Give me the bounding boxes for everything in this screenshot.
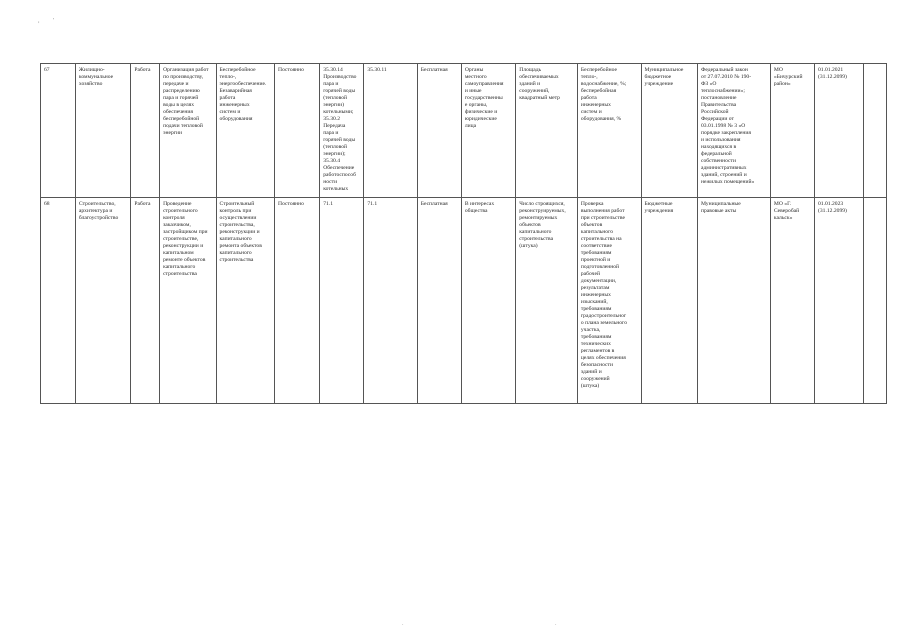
cell-okved2: 71.1 [364, 198, 417, 404]
cell-sphere: Строительство, архитектура и благоустройство [75, 198, 130, 404]
cell-institution-type: Муниципальное бюджетное учреждение [641, 64, 697, 198]
cell-okved: 71.1 [320, 198, 364, 404]
cell-volume-indicator: Площадь обеспечиваемых зданий и сооружений, квадратный метр [516, 64, 578, 198]
cell-payment: Бесплатная [417, 198, 461, 404]
scan-mark: . [402, 621, 404, 627]
scan-marks-top [38, 18, 66, 24]
cell-extra [864, 64, 887, 198]
scan-mark: , [38, 18, 40, 24]
cell-consumers: В интересах общества [461, 198, 515, 404]
scan-mark: ' [53, 18, 55, 24]
cell-content: Бесперебойное тепло-, энергообеспечение. Безаварийная работа инженерных систем и оборудования [216, 64, 275, 198]
scan-mark: . [555, 621, 557, 627]
cell-number: 67 [41, 64, 76, 198]
cell-content: Строительный контроль при осуществлении строительства, реконструкции и капитального ремонта объектов капитального строительства [216, 198, 275, 404]
cell-municipality: МО «Г. Северобай кальск» [770, 198, 814, 404]
cell-quality-indicator: Бесперебойное тепло-, водоснабжение, %; бесперебойная работа инженерных систем и оборудования, % [577, 64, 641, 198]
cell-municipality: МО «Бичурский район» [770, 64, 814, 198]
cell-consumers: Органы местного самоуправления и иные государственны е органы, физические и юридические лица [461, 64, 515, 198]
cell-number: 68 [41, 198, 76, 404]
cell-name: Организация работ по производству, передаче и распределению пара и горячей воды в целях обеспечения бесперебойной подачи тепловой энергии [160, 64, 216, 198]
cell-okved: 35.30.14 Производство пара и горячей воды (тепловой энергии) котельными; 35.30.2 Передача пара и горячей воды (тепловой энергии); 35.30.4 Обеспечение работоспособ ности котельных [320, 64, 364, 198]
cell-extra [864, 198, 887, 404]
cell-dates: 01.01.2023 (31.12.2099) [815, 198, 864, 404]
cell-kind: Работа [131, 64, 160, 198]
cell-sphere: Жилищно- коммунальное хозяйство [75, 64, 130, 198]
cell-quality-indicator: Проверка выполнения работ при строительстве объектов капитального строительства на соответствие требованиям проектной и подготовленной рабочей документации, результатам инженерных изысканий, требованиям градостроительног о плана земельного участка, требованиям технических регламентов в целях обеспечения безопасности зданий и сооружений (штука) [577, 198, 641, 404]
cell-name: Проведение строительного контроля заказчиком, застройщиком при строительстве, реконструкции и капитальном ремонте объектов капитального строительства [160, 198, 216, 404]
cell-volume-indicator: Число строящихся, реконструируемых, ремонтируемых объектов капитального строительства (штука) [516, 198, 578, 404]
table-row [41, 64, 887, 198]
cell-institution-type: Бюджетные учреждения [641, 198, 697, 404]
cell-periodicity: Постоянно [275, 198, 320, 404]
services-register-table [40, 63, 887, 404]
cell-legal-basis: Муниципальные правовые акты [697, 198, 770, 404]
table-row [41, 198, 887, 404]
cell-legal-basis: Федеральный закон от 27.07.2010 № 190- ФЗ «О теплоснабжении»; постановление Правительства Российской Федерации от 03.01.1998 № 3 «О порядке закрепления и использования находящихся в федеральной собственности административных зданий, строений и нежилых помещений» [697, 64, 770, 198]
cell-kind: Работа [131, 198, 160, 404]
cell-periodicity: Постоянно [275, 64, 320, 198]
cell-payment: Бесплатная [417, 64, 461, 198]
cell-okved2: 35.30.11 [364, 64, 417, 198]
cell-dates: 01.01.2021 (31.12.2099) [815, 64, 864, 198]
